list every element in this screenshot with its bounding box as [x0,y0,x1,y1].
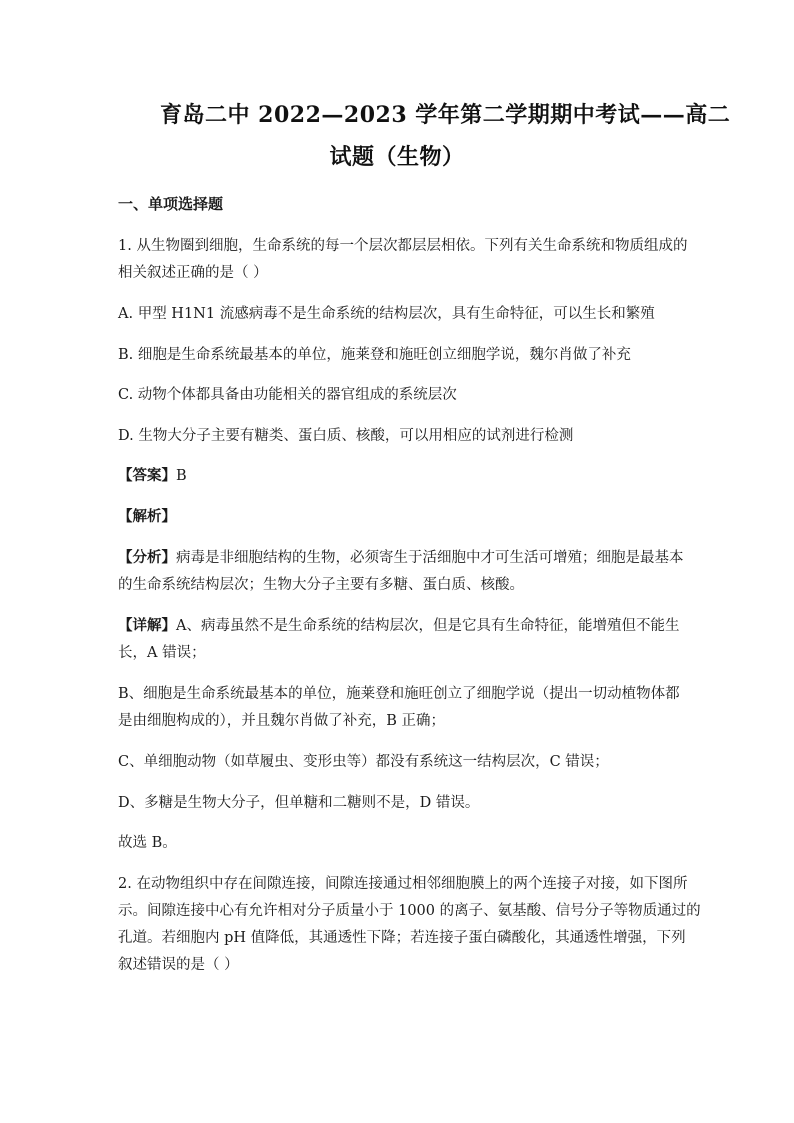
q1-option-d: D. 生物大分子主要有糖类、蛋白质、核酸，可以用相应的试剂进行检测 [118,428,574,444]
explanation-c: C、单细胞动物（如草履虫、变形虫等）都没有系统这一结构层次，C 错误； [118,754,609,770]
q1-option-a: A. 甲型 H1N1 流感病毒不是生命系统的结构层次，具有生命特征，可以生长和繁殖 [118,306,655,322]
explanation-d: D、多糖是生物大分子，但单糖和二糖则不是，D 错误。 [118,795,480,811]
explanation-b-line-1: B、细胞是生命系统最基本的单位，施莱登和施旺创立了细胞学说（提出一切动植物体都 [118,686,680,702]
xiangjie-label: 【详解】 [118,617,176,634]
xiangjie-line-1 [118,617,679,635]
q2-line-2: 示。间隙连接中心有允许相对分子质量小于 1000 的离子、氨基酸、信号分子等物质通过的 [118,903,701,919]
answer-value: B [176,468,187,484]
xiangjie-line-2: 长，A 错误； [118,645,206,661]
xiangjie-text-1: A、病毒虽然不是生命系统的结构层次，但是它具有生命特征，能增殖但不能生 [176,618,680,634]
q2-line-1: 2. 在动物组织中存在间隙连接，间隙连接通过相邻细胞膜上的两个连接子对接，如下图所 [118,876,688,892]
analysis-label: 【解析】 [118,508,176,525]
fenxi-line-1 [118,549,684,567]
q1-option-b: B. 细胞是生命系统最基本的单位，施莱登和施旺创立细胞学说，魏尔肖做了补充 [118,347,631,363]
fenxi-line-2: 的生命系统结构层次；生物大分子主要有多糖、蛋白质、核酸。 [118,577,524,593]
fenxi-text-1: 病毒是非细胞结构的生物，必须寄生于活细胞中才可生活可增殖；细胞是最基本 [176,550,684,566]
q2-line-4: 叙述错误的是（ ） [118,957,239,973]
section-heading: 一、单项选择题 [118,195,224,213]
q2-line-3: 孔道。若细胞内 pH 值降低，其通透性下降；若连接子蛋白磷酸化，其通透性增强，下列 [118,930,686,946]
explanation-b-line-2: 是由细胞构成的），并且魏尔肖做了补充，B 正确； [118,713,446,729]
q1-stem-line-1: 1. 从生物圈到细胞，生命系统的每一个层次都层层相依。下列有关生命系统和物质组成的 [118,238,688,254]
fenxi-label: 【分析】 [118,549,176,566]
answer-line [118,467,187,485]
answer-label: 【答案】 [118,467,176,484]
q1-option-c: C. 动物个体都具备由功能相关的器官组成的系统层次 [118,387,457,403]
conclusion: 故选 B。 [118,835,177,851]
page-title: 育岛二中 2022—2023 学年第二学期期中考试——高二 [160,102,731,128]
page-subtitle: 试题（生物） [329,144,465,170]
q1-stem-line-2: 相关叙述正确的是（ ） [118,265,268,281]
